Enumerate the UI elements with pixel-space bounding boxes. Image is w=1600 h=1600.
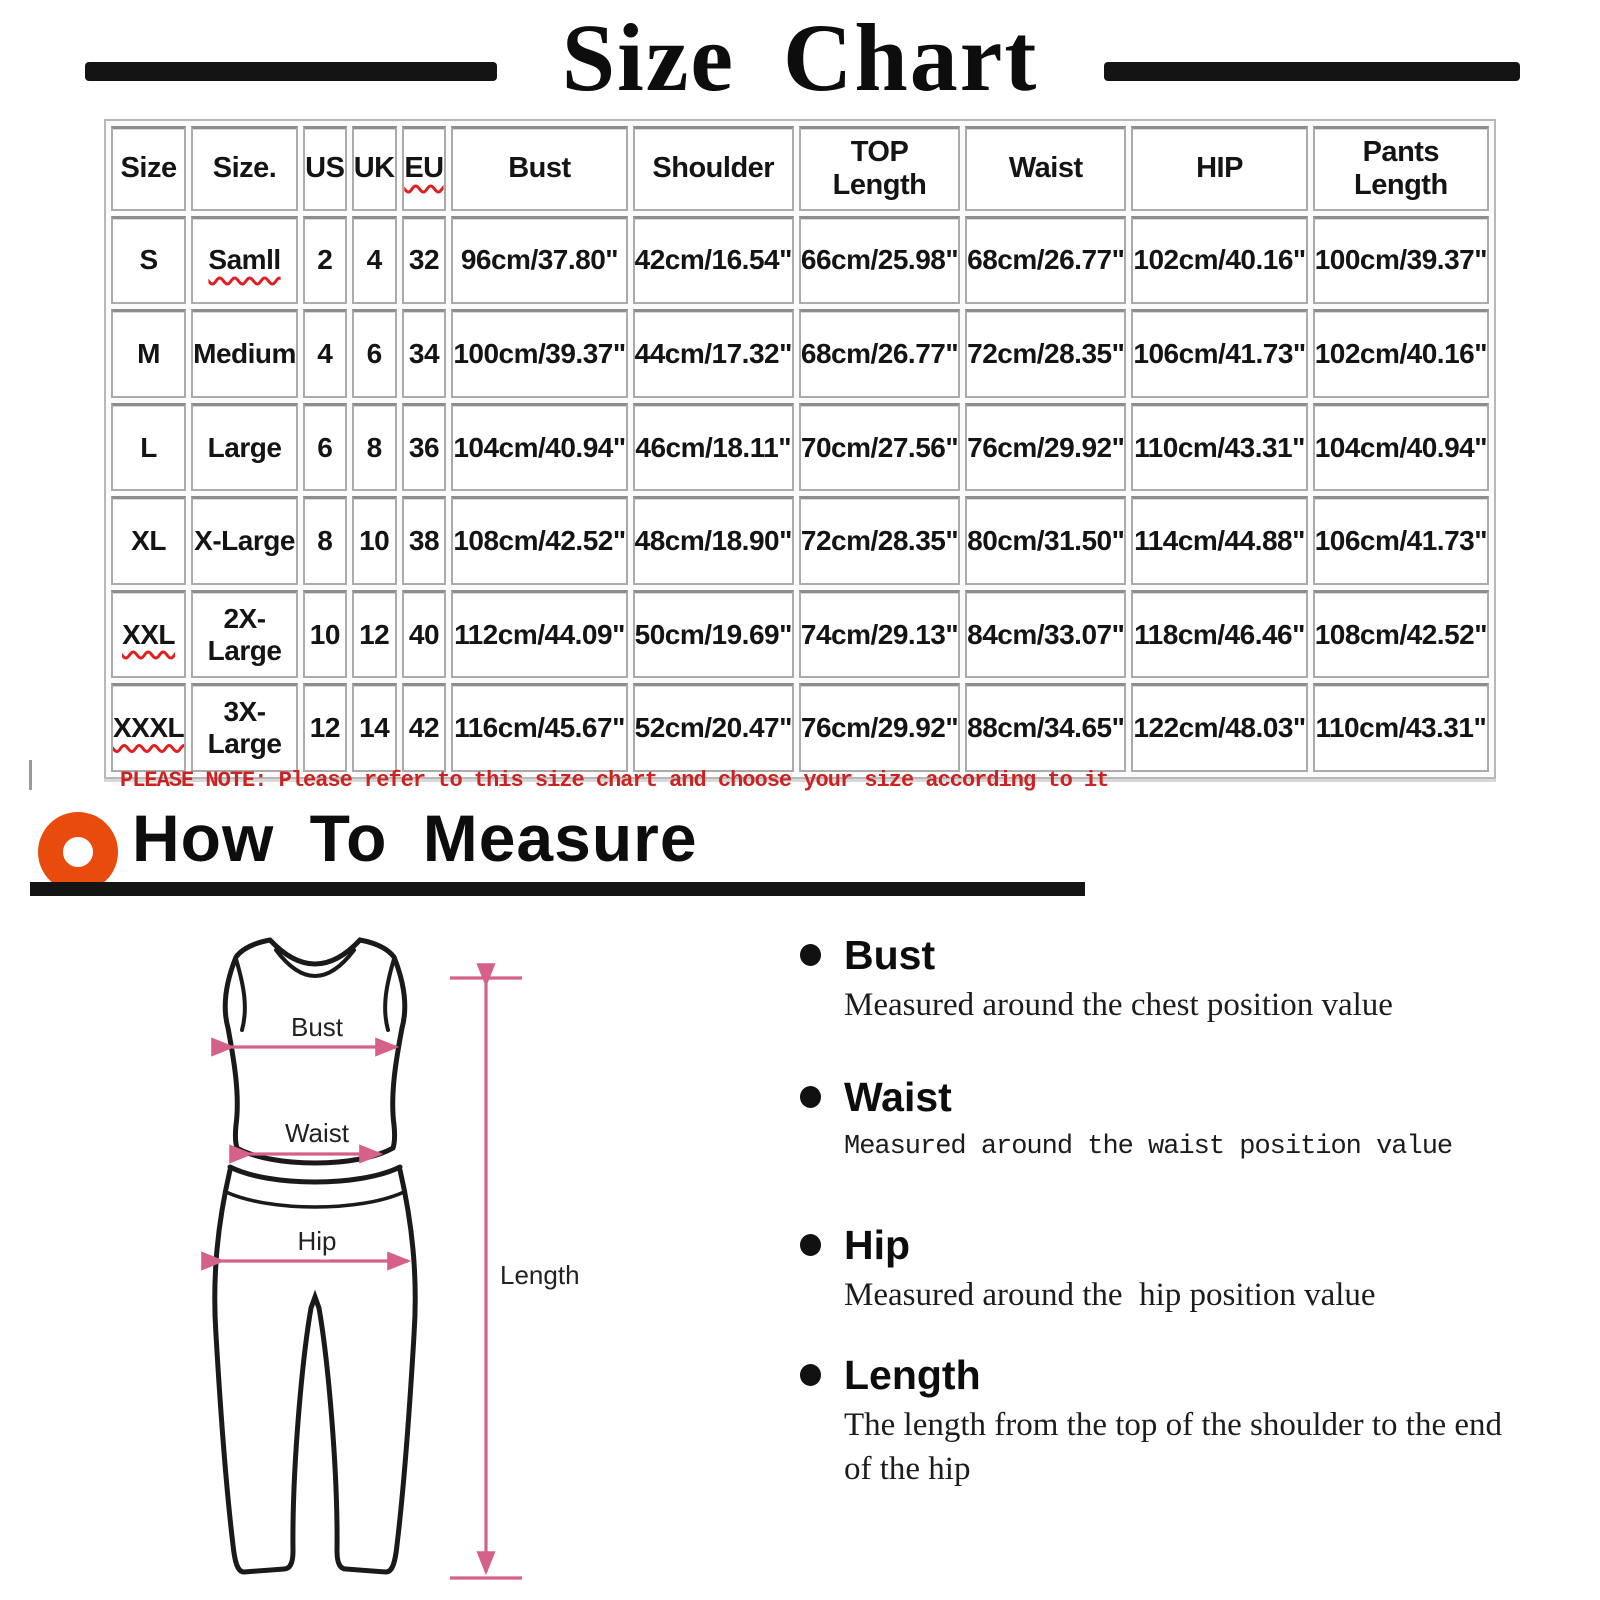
table-cell: 50cm/19.69": [633, 590, 794, 679]
measure-item-hip: [800, 1222, 1520, 1317]
table-header-cell: EU: [402, 126, 447, 211]
table-cell: 96cm/37.80": [451, 216, 627, 305]
table-header-cell: TOP Length: [799, 126, 960, 211]
measure-label: Waist: [844, 1074, 952, 1120]
measure-item-waist: [800, 1074, 1520, 1169]
table-cell: XL: [111, 496, 186, 585]
table-cell: 118cm/46.46": [1131, 590, 1307, 679]
bullet-icon: [800, 1234, 821, 1256]
table-cell: 76cm/29.92": [799, 683, 960, 772]
table-cell: 72cm/28.35": [965, 309, 1126, 398]
table-cell: 122cm/48.03": [1131, 683, 1307, 772]
table-header-cell: Bust: [451, 126, 627, 211]
table-cell: 48cm/18.90": [633, 496, 794, 585]
table-header-cell: US: [303, 126, 347, 211]
how-to-measure-heading: How To Measure: [132, 801, 698, 875]
table-cell: 42: [402, 683, 447, 772]
table-cell: 44cm/17.32": [633, 309, 794, 398]
table-cell: 104cm/40.94": [451, 403, 627, 492]
table-cell: S: [111, 216, 186, 305]
page-title: Size Chart: [561, 4, 1039, 111]
table-header-cell: UK: [352, 126, 397, 211]
table-header-cell: Pants Length: [1313, 126, 1489, 211]
table-cell: 46cm/18.11": [633, 403, 794, 492]
table-cell: 104cm/40.94": [1313, 403, 1489, 492]
table-cell: 88cm/34.65": [965, 683, 1126, 772]
table-cell: 114cm/44.88": [1131, 496, 1307, 585]
table-cell: 108cm/42.52": [451, 496, 627, 585]
table-cell: 116cm/45.67": [451, 683, 627, 772]
table-cell: 40: [402, 590, 447, 679]
table-cell: 34: [402, 309, 447, 398]
table-cell: 4: [352, 216, 397, 305]
figure-length-label: Length: [500, 1260, 580, 1290]
table-cell: 12: [303, 683, 347, 772]
table-cell: 4: [303, 309, 347, 398]
table-cell: 8: [352, 403, 397, 492]
table-cell: 84cm/33.07": [965, 590, 1126, 679]
table-cell: 76cm/29.92": [965, 403, 1126, 492]
table-header-cell: Size: [111, 126, 186, 211]
table-cell: 68cm/26.77": [799, 309, 960, 398]
table-cell: Medium: [191, 309, 298, 398]
measure-label: Length: [844, 1352, 981, 1398]
table-cell: 108cm/42.52": [1313, 590, 1489, 679]
table-cell: 110cm/43.31": [1131, 403, 1307, 492]
title-row: [0, 6, 1600, 110]
table-cell: 42cm/16.54": [633, 216, 794, 305]
measure-label: Bust: [844, 932, 936, 978]
table-cell: 102cm/40.16": [1131, 216, 1307, 305]
figure-bust-label: Bust: [290, 1012, 344, 1042]
table-cell: 38: [402, 496, 447, 585]
table-cell: L: [111, 403, 186, 492]
table-cell: 80cm/31.50": [965, 496, 1126, 585]
table-cell: 10: [352, 496, 397, 585]
table-cell: 12: [352, 590, 397, 679]
table-header-cell: Waist: [965, 126, 1126, 211]
table-cell: 68cm/26.77": [965, 216, 1126, 305]
table-cell: 10: [303, 590, 347, 679]
table-cell: 100cm/39.37": [451, 309, 627, 398]
table-cell: 2: [303, 216, 347, 305]
measure-desc: Measured around the chest position value: [844, 987, 1393, 1023]
divider-tick: [29, 760, 32, 790]
table-cell: 112cm/44.09": [451, 590, 627, 679]
table-cell: 66cm/25.98": [799, 216, 960, 305]
table-cell: 70cm/27.56": [799, 403, 960, 492]
table-cell: 106cm/41.73": [1313, 496, 1489, 585]
measure-desc: The length from the top of the shoulder to the end of the hip: [844, 1407, 1511, 1487]
table-cell: 6: [352, 309, 397, 398]
measure-item-length: [800, 1352, 1520, 1491]
figure-hip-label: Hip: [297, 1226, 337, 1256]
figure-labels: [285, 1012, 580, 1290]
measure-item-bust: [800, 932, 1520, 1027]
table-cell: 8: [303, 496, 347, 585]
table-cell: Large: [191, 403, 298, 492]
table-cell: XXXL: [111, 683, 186, 772]
bullet-icon: [800, 944, 821, 966]
title-right-bar: [1104, 62, 1520, 81]
table-cell: Samll: [191, 216, 298, 305]
measure-lines: [222, 978, 522, 1578]
heading-underline-bar: [30, 882, 1085, 896]
ring-icon: [38, 812, 118, 892]
table-cell: 100cm/39.37": [1313, 216, 1489, 305]
size-table: [104, 119, 1496, 779]
bullet-icon: [800, 1086, 821, 1108]
table-cell: 110cm/43.31": [1313, 683, 1489, 772]
table-cell: 6: [303, 403, 347, 492]
garment-measure-figure: [170, 930, 730, 1590]
table-cell: 3X-Large: [191, 683, 298, 772]
table-cell: XXL: [111, 590, 186, 679]
table-cell: 72cm/28.35": [799, 496, 960, 585]
bullet-icon: [800, 1364, 821, 1386]
measure-desc: Measured around the hip position value: [844, 1277, 1376, 1313]
table-cell: 106cm/41.73": [1131, 309, 1307, 398]
table-header-cell: Shoulder: [633, 126, 794, 211]
measure-label: Hip: [844, 1222, 911, 1268]
table-cell: X-Large: [191, 496, 298, 585]
table-cell: M: [111, 309, 186, 398]
table-cell: 32: [402, 216, 447, 305]
table-header-cell: HIP: [1131, 126, 1307, 211]
figure-waist-label: Waist: [284, 1118, 350, 1148]
measure-desc: Measured around the waist position value: [844, 1132, 1453, 1162]
table-cell: 14: [352, 683, 397, 772]
table-cell: 2X-Large: [191, 590, 298, 679]
table-header-cell: Size.: [191, 126, 298, 211]
table-cell: 102cm/40.16": [1313, 309, 1489, 398]
table-cell: 36: [402, 403, 447, 492]
table-cell: 74cm/29.13": [799, 590, 960, 679]
size-note: PLEASE NOTE: Please refer to this size chart and choose your size according to it: [120, 768, 1109, 793]
table-cell: 52cm/20.47": [633, 683, 794, 772]
